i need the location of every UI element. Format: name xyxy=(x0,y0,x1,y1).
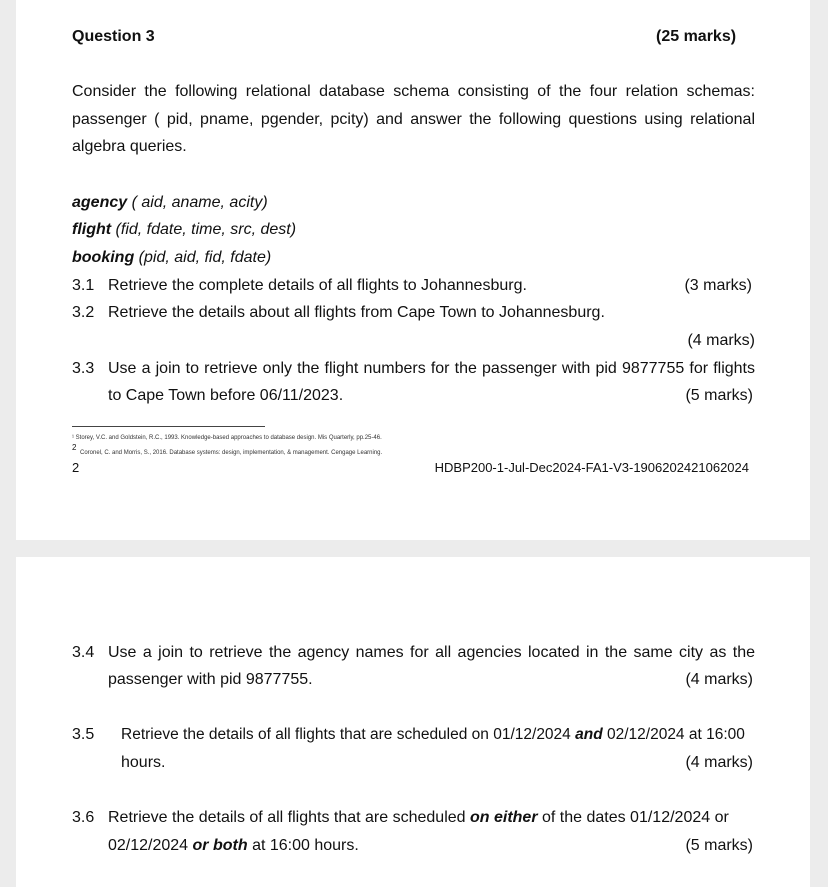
schema-booking xyxy=(72,248,271,268)
q32-text: Retrieve the details about all flights from Cape Town to Johannesburg. xyxy=(108,304,605,321)
q35-marks: (4 marks) xyxy=(685,754,753,771)
q35-text-post: 02/12/2024 at 16:00 xyxy=(602,726,745,743)
q36-number: 3.6 xyxy=(72,809,95,826)
intro-line-2: passenger ( pid, pname, pgender, pcity) and answer the following questions using relational xyxy=(72,111,755,128)
q36-text-post: of the dates 01/12/2024 or xyxy=(537,809,729,826)
schema-booking-attrs: (pid, aid, fid, fdate) xyxy=(134,249,272,266)
question-title: Question 3 xyxy=(72,28,155,45)
q34-marks: (4 marks) xyxy=(685,671,753,688)
intro-line-3: algebra queries. xyxy=(72,138,187,155)
q35-number: 3.5 xyxy=(72,726,95,743)
schema-agency-name: agency xyxy=(72,194,128,211)
q34-line-1: Use a join to retrieve the agency names for all agencies located in the same city as the xyxy=(108,644,755,661)
schema-flight xyxy=(72,220,296,240)
q35-and: and xyxy=(575,726,603,743)
q31-marks: (3 marks) xyxy=(684,277,752,294)
schema-flight-name: flight xyxy=(72,221,112,238)
q31-text: Retrieve the complete details of all flights to Johannesburg. xyxy=(108,277,527,294)
q35-line-2: hours. xyxy=(121,754,166,771)
q36-marks: (5 marks) xyxy=(685,837,753,854)
intro-line-1: Consider the following relational database schema consisting of the four relation schemas: xyxy=(72,83,755,100)
q32-marks: (4 marks) xyxy=(687,332,755,349)
q36-or-both: or both xyxy=(192,837,248,854)
q33-line-1: Use a join to retrieve only the flight numbers for the passenger with pid 9877755 for flights xyxy=(108,360,755,377)
schema-agency-attrs: ( aid, aname, acity) xyxy=(127,194,268,211)
q35-text-pre: Retrieve the details of all flights that are scheduled on 01/12/2024 xyxy=(121,726,576,743)
question-marks: (25 marks) xyxy=(656,28,737,45)
q36-line-1 xyxy=(108,808,755,828)
q34-line-2: passenger with pid 9877755. xyxy=(108,671,313,688)
q36-line2-post: at 16:00 hours. xyxy=(247,837,359,854)
schema-booking-name: booking xyxy=(72,249,135,266)
q32-number: 3.2 xyxy=(72,304,95,321)
schema-agency xyxy=(72,193,268,213)
footnote-rule xyxy=(72,426,265,427)
q36-line2-pre: 02/12/2024 xyxy=(108,837,193,854)
q36-text-pre: Retrieve the details of all flights that are scheduled xyxy=(108,809,470,826)
q36-line-2 xyxy=(108,836,359,856)
q31-number: 3.1 xyxy=(72,277,95,294)
page-number: 2 xyxy=(72,460,80,475)
q35-line-1 xyxy=(121,725,745,745)
q33-number: 3.3 xyxy=(72,360,95,377)
document-page-1 xyxy=(16,0,810,540)
q33-marks: (5 marks) xyxy=(685,387,753,404)
footnote-2-marker: 2 xyxy=(72,443,77,452)
footnote-1: ¹ Storey, V.C. and Goldstein, R.C., 1993. Knowledge-based approaches to database design. Mis Quarterly, pp.25-46. xyxy=(72,435,382,441)
document-page-2 xyxy=(16,557,810,887)
q34-number: 3.4 xyxy=(72,644,95,661)
q36-on-either: on either xyxy=(469,809,538,826)
schema-flight-attrs: (fid, fdate, time, src, dest) xyxy=(111,221,297,238)
q33-line-2: to Cape Town before 06/11/2023. xyxy=(108,387,344,404)
document-code: HDBP200-1-Jul-Dec2024-FA1-V3-1906202421062024 xyxy=(434,460,749,475)
footnote-2: Coronel, C. and Morris, S., 2016. Database systems: design, implementation, & management. Cengage Learning. xyxy=(80,450,383,456)
